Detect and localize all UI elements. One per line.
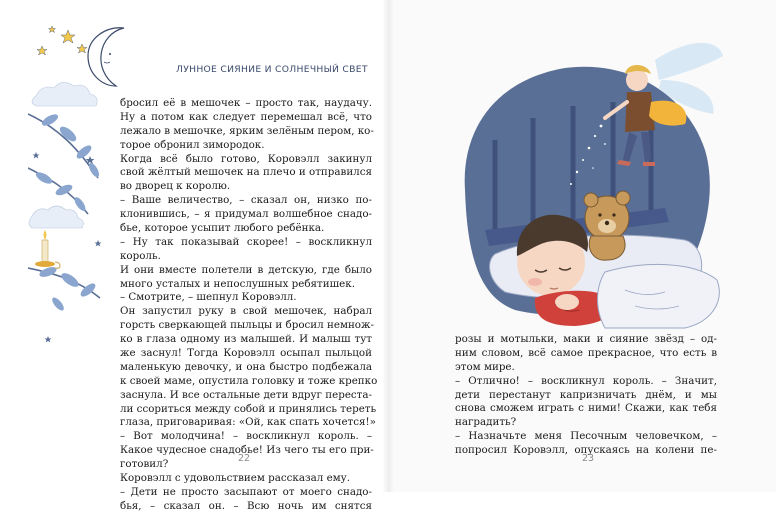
- cloud-icon: [29, 82, 97, 228]
- text-line: лежало в мешочке, ярким зелёным пером, ко-: [120, 124, 374, 137]
- sleeping-child-illustration: [455, 40, 730, 330]
- text-line: – Ну так показывай скорее! – воскликнул: [120, 235, 372, 248]
- text-line: Ну а потом как следует перемешал всё, что: [120, 110, 372, 123]
- text-line: торое обронил зимородок.: [120, 138, 265, 151]
- text-line: розы и мотыльки, маки и сияние звёзд – од-: [455, 333, 717, 345]
- text-line: готовил?: [120, 458, 169, 471]
- text-line: бье, которое усыпит любого ребёнка.: [120, 222, 325, 235]
- text-line: Коровэлл с удовольствием рассказал ему.: [120, 472, 351, 485]
- text-line: ним словом, всё самое прекрасное, что есть в: [455, 346, 717, 359]
- teddy-bear-icon: [584, 191, 630, 260]
- text-line: этом мире.: [455, 360, 515, 373]
- text-line: бросил её в мешочек – просто так, наудачу.: [120, 97, 372, 109]
- page-number-right: 23: [582, 453, 595, 464]
- text-line: много усталых и непослушных ребятишек.: [120, 277, 355, 290]
- text-line: горсть сверкающей пыльцы и бросил немнож-: [120, 319, 374, 332]
- candle-icon: [35, 230, 60, 268]
- text-line: Он запустил руку в свой мешочек, набрал: [120, 305, 372, 318]
- text-line: же заснул! Тогда Коровэлл осыпал пыльцой: [120, 347, 372, 360]
- text-line: к своей маме, опустила головку и тоже крепко: [120, 374, 378, 387]
- text-line: – Назначьте меня Песочным человечком, –: [455, 430, 717, 443]
- crescent-moon-icon: [88, 28, 124, 86]
- book-gutter: [382, 0, 394, 492]
- text-line: Когда всё было готово, Коровэлл закинул: [120, 152, 372, 165]
- text-line: – Смотрите, – шепнул Коровэлл.: [120, 291, 297, 304]
- text-line: ли ссориться между собой и принялись тереть: [120, 402, 377, 415]
- left-page-text: [120, 97, 378, 514]
- text-line: маленькую девочку, и она быстро подбежала: [120, 360, 372, 373]
- text-line: – Ваше величество, – сказал он, низко по-: [120, 194, 372, 207]
- text-line: И они вместе полетели в детскую, где было: [120, 263, 372, 276]
- text-line: снова сможем играть с ними! Скажи, как тебя: [455, 402, 717, 415]
- text-line: бья, – сказал он. – Всю ночь им снятся: [120, 499, 372, 512]
- right-page-text: [455, 333, 717, 458]
- text-line: – Дети не просто засыпают от моего снадо-: [120, 485, 372, 498]
- text-line: наградить?: [455, 416, 517, 429]
- running-header: ЛУННОЕ СИЯНИЕ И СОЛНЕЧНЫЙ СВЕТ: [176, 64, 368, 75]
- text-line: свой жёлтый мешочек на плечо и отправился: [120, 166, 372, 179]
- text-line: – Вот молодчина! – воскликнул король. –: [120, 430, 372, 443]
- text-line: заснула. И все остальные дети вдруг переста-: [120, 388, 372, 401]
- text-line: во дворец к королю.: [120, 180, 231, 193]
- text-line: глаза, приговаривая: «Ой, как спать хочется!»: [120, 416, 376, 429]
- text-line: клонившись, – я придумал волшебное снадо-: [120, 208, 372, 221]
- star-icon: [37, 26, 87, 55]
- text-line: ко в глаза одному из малышей. И малыш тут: [120, 333, 372, 346]
- text-line: – Отлично! – воскликнул король. – Значит,: [455, 374, 717, 387]
- text-line: дети перестанут капризничать днём, и мы: [455, 388, 717, 401]
- branch-icon: [28, 114, 100, 298]
- page-number-left: 22: [238, 453, 251, 464]
- left-page: [0, 0, 388, 512]
- text-line: Какое чудесное снадобье! Из чего ты его при-: [120, 444, 374, 457]
- text-line: попросил Коровэлл, опускаясь на колени пе-: [455, 444, 717, 457]
- text-line: король.: [120, 249, 161, 262]
